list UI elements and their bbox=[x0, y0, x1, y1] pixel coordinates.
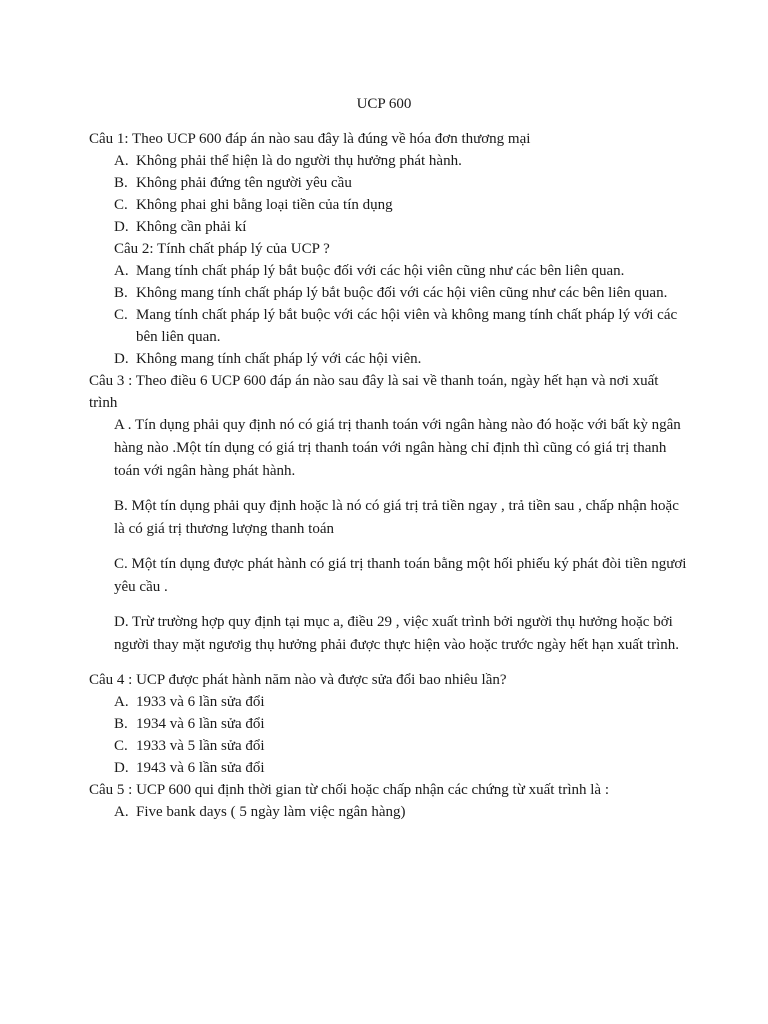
q4-option-c bbox=[89, 735, 689, 757]
option-letter: D. bbox=[114, 351, 129, 367]
question-1: Câu 1: Theo UCP 600 đáp án nào sau đây là đúng về hóa đơn thương mại bbox=[89, 131, 531, 147]
q2-option-a bbox=[89, 260, 689, 282]
document-body bbox=[89, 128, 689, 823]
question-4: Câu 4 : UCP được phát hành năm nào và được sửa đổi bao nhiêu lần? bbox=[89, 672, 507, 688]
q3-paragraph-a: A . Tín dụng phải quy định nó có giá trị thanh toán với ngân hàng nào đó hoặc với bất kỳ ngân hàng nào .Một tín dụng có giá trị thanh toán với ngân hàng chỉ định thì cũng có giá trị thanh toán với ngân hàng phát hành. bbox=[114, 417, 681, 479]
q1-option-c bbox=[89, 194, 689, 216]
option-letter: A. bbox=[114, 694, 129, 710]
option-text: Mang tính chất pháp lý bắt buộc với các hội viên và không mang tính chất pháp lý với các bên liên quan. bbox=[136, 307, 678, 345]
option-letter: B. bbox=[114, 285, 128, 301]
q1-option-b bbox=[89, 172, 689, 194]
question-5: Câu 5 : UCP 600 qui định thời gian từ chối hoặc chấp nhận các chứng từ xuất trình là : bbox=[89, 782, 609, 798]
option-letter: C. bbox=[114, 197, 128, 213]
q4-option-a bbox=[89, 691, 689, 713]
option-text: 1943 và 6 lần sửa đổi bbox=[136, 760, 265, 776]
document-title: UCP 600 bbox=[356, 96, 412, 112]
q2-option-b bbox=[89, 282, 689, 304]
option-letter: A. bbox=[114, 263, 129, 279]
option-text: Mang tính chất pháp lý bắt buộc đối với các hội viên cũng như các bên liên quan. bbox=[136, 263, 625, 279]
option-text: Five bank days ( 5 ngày làm việc ngân hàng) bbox=[136, 804, 406, 820]
question-5-options bbox=[89, 801, 689, 823]
option-letter: D. bbox=[114, 760, 129, 776]
option-text: 1933 và 5 lần sửa đổi bbox=[136, 738, 265, 754]
option-letter: C. bbox=[114, 738, 128, 754]
option-letter: B. bbox=[114, 175, 128, 191]
q3-paragraph-b: B. Một tín dụng phải quy định hoặc là nó có giá trị trả tiền ngay , trả tiền sau , chấp nhận hoặc là có giá trị thương lượng thanh toán bbox=[114, 498, 679, 537]
option-text: Không mang tính chất pháp lý bắt buộc đối với các hội viên cũng như các bên liên quan. bbox=[136, 285, 668, 301]
q1-option-d bbox=[89, 216, 689, 238]
option-text: Không phải thể hiện là do người thụ hưởng phát hành. bbox=[136, 153, 462, 169]
q3-paragraph-c: C. Một tín dụng được phát hành có giá trị thanh toán bằng một hối phiếu ký phát đòi tiền ngươi yêu cầu . bbox=[114, 556, 687, 595]
question-3: Câu 3 : Theo điều 6 UCP 600 đáp án nào sau đây là sai về thanh toán, ngày hết hạn và nơi xuất trình bbox=[89, 373, 659, 411]
question-2: Câu 2: Tính chất pháp lý của UCP ? bbox=[114, 241, 330, 257]
option-letter: B. bbox=[114, 716, 128, 732]
option-letter: A. bbox=[114, 153, 129, 169]
q3-paragraph-d: D. Trừ trường hợp quy định tại mục a, điều 29 , việc xuất trình bởi người thụ hưởng hoặc bởi người thay mặt ngươig thụ hưởng phải được thực hiện vào hoặc trước ngày hết hạn xuất trình. bbox=[114, 614, 679, 653]
question-1-options bbox=[89, 150, 689, 238]
q2-option-c bbox=[89, 304, 689, 348]
q4-option-b bbox=[89, 713, 689, 735]
option-text: 1934 và 6 lần sửa đổi bbox=[136, 716, 265, 732]
q4-option-d bbox=[89, 757, 689, 779]
option-letter: D. bbox=[114, 219, 129, 235]
option-letter: A. bbox=[114, 804, 129, 820]
option-text: Không mang tính chất pháp lý với các hội viên. bbox=[136, 351, 422, 367]
option-letter: C. bbox=[114, 307, 128, 323]
option-text: Không cần phải kí bbox=[136, 219, 247, 235]
option-text: Không phai ghi bằng loại tiền của tín dụng bbox=[136, 197, 393, 213]
question-2-options bbox=[89, 260, 689, 370]
q2-option-d bbox=[89, 348, 689, 370]
option-text: Không phải đứng tên người yêu cầu bbox=[136, 175, 352, 191]
question-4-options bbox=[89, 691, 689, 779]
q1-option-a bbox=[89, 150, 689, 172]
q5-option-a bbox=[89, 801, 689, 823]
option-text: 1933 và 6 lần sửa đổi bbox=[136, 694, 265, 710]
